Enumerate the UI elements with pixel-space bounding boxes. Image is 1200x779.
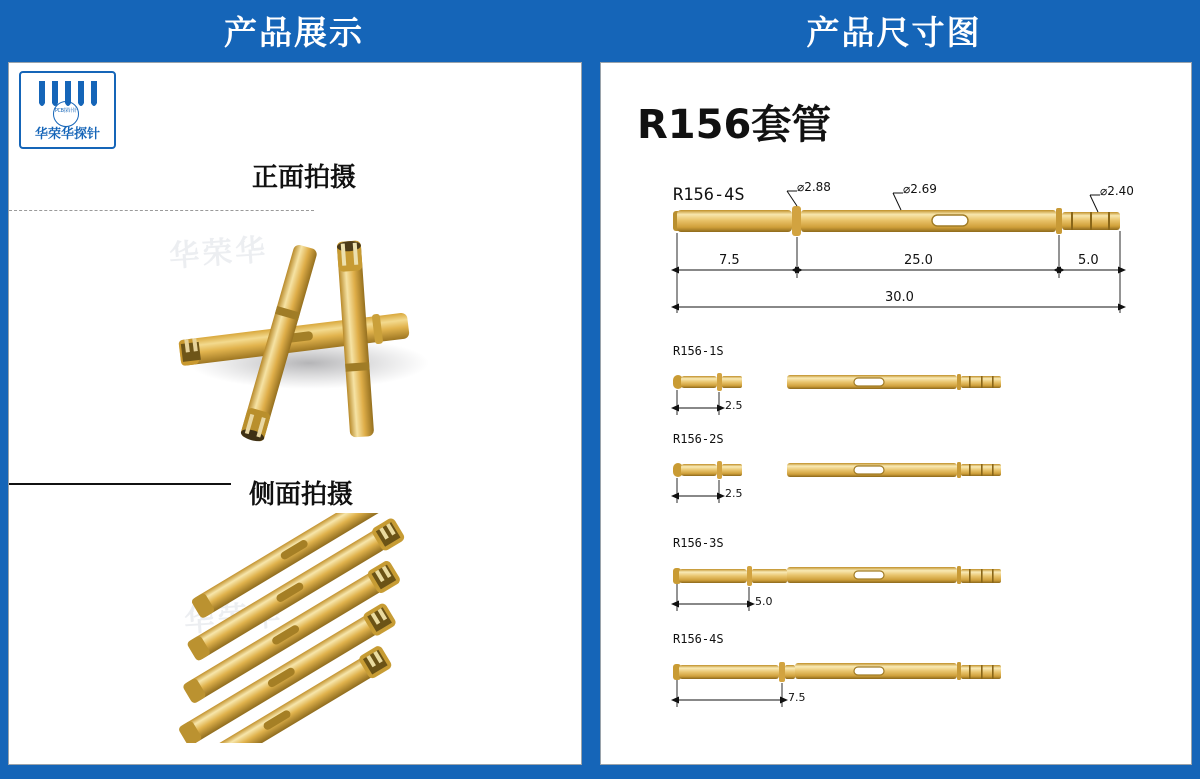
dimension-1s-2-5: 2.5 <box>725 399 743 412</box>
product-photos-panel <box>8 62 582 765</box>
logo-seal: PCB探针针 <box>53 101 79 127</box>
dimension-4s-7-5: 7.5 <box>788 691 806 704</box>
dimension-3s-5-0: 5.0 <box>755 595 773 608</box>
dimension-5-0: 5.0 <box>1078 253 1099 268</box>
part-label-3s: R156-3S <box>673 536 724 550</box>
diameter-label-3: ⌀2.40 <box>1100 184 1134 198</box>
header-title-right: 产品尺寸图 <box>806 12 982 52</box>
dimension-drawing-panel <box>600 62 1192 765</box>
caption-front-view: 正面拍摄 <box>252 163 357 193</box>
part-label-1s: R156-1S <box>673 344 724 358</box>
dimension-25-0: 25.0 <box>904 253 933 268</box>
drawing-title: R156套管 <box>637 102 832 148</box>
photo-side-view <box>119 513 479 743</box>
divider-dashed <box>9 210 314 211</box>
drawing-vectors <box>601 63 1192 765</box>
part-label-4s-small: R156-4S <box>673 632 724 646</box>
brand-logo <box>19 71 116 149</box>
logo-text: 华荣华探针 <box>34 127 100 142</box>
page-header <box>0 0 1200 60</box>
part-label-main: R156-4S <box>673 185 745 205</box>
photo-front-view <box>159 213 449 458</box>
watermark-top: 华荣华 <box>168 232 270 275</box>
dimension-2s-2-5: 2.5 <box>725 487 743 500</box>
header-title-left: 产品展示 <box>224 12 364 52</box>
dimension-7-5: 7.5 <box>719 253 740 268</box>
diameter-label-1: ⌀2.88 <box>797 180 831 194</box>
dimension-total-30-0: 30.0 <box>885 290 914 305</box>
diameter-label-2: ⌀2.69 <box>903 182 937 196</box>
caption-side-view: 侧面拍摄 <box>249 480 354 510</box>
divider-solid <box>9 483 231 485</box>
part-label-2s: R156-2S <box>673 432 724 446</box>
